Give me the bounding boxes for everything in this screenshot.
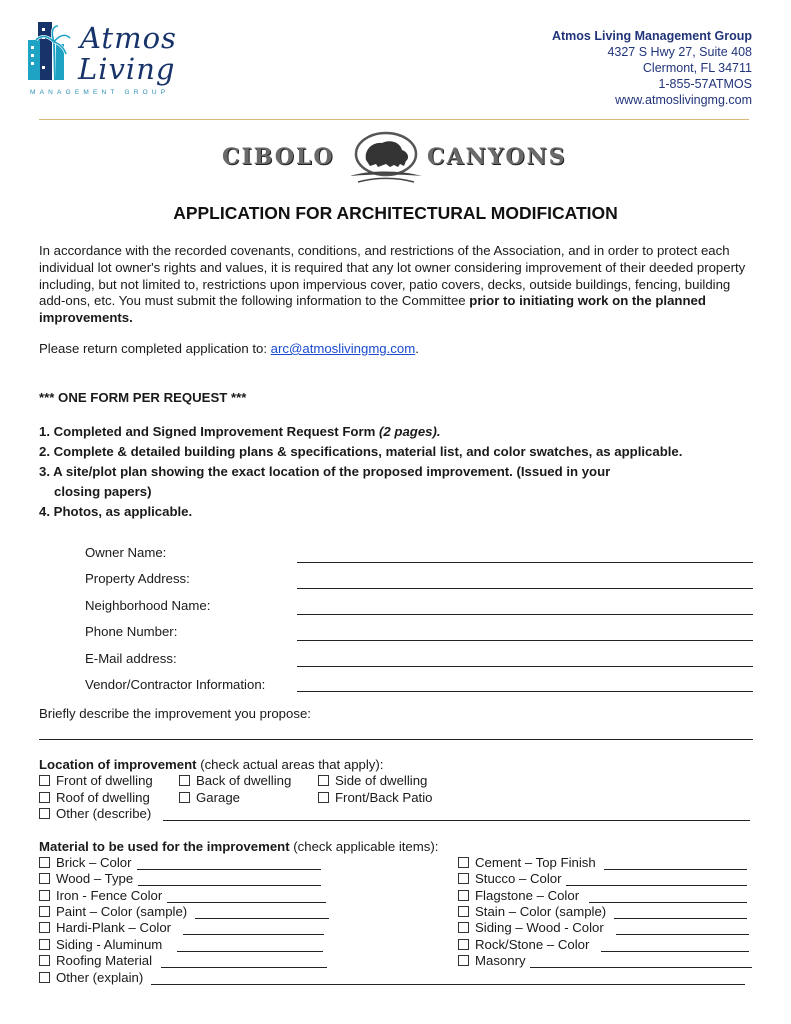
logo-word-canyons: CANYONS	[427, 144, 567, 170]
checkbox[interactable]	[39, 857, 50, 868]
material-other-option[interactable]	[39, 970, 143, 985]
material-heading-note: (check applicable items):	[289, 839, 439, 854]
email-label: E-Mail address:	[85, 651, 177, 666]
option-label: Hardi-Plank – Color	[56, 920, 172, 935]
checkbox[interactable]	[458, 890, 469, 901]
material-cement-option[interactable]	[458, 855, 596, 870]
option-label: Siding – Wood - Color	[475, 920, 604, 935]
phone-number: 1-855-57ATMOS	[658, 77, 752, 91]
material-stain-option[interactable]	[458, 904, 606, 919]
header-divider	[39, 119, 749, 120]
phone-label: Phone Number:	[85, 624, 178, 639]
stain-color-field[interactable]	[614, 918, 747, 919]
option-label: Siding - Aluminum	[56, 937, 163, 952]
checkbox[interactable]	[39, 890, 50, 901]
masonry-field[interactable]	[530, 967, 752, 968]
checkbox[interactable]	[39, 792, 50, 803]
requirement-3-continued: closing papers)	[54, 484, 152, 499]
location-roof-option[interactable]	[39, 790, 150, 805]
checkbox[interactable]	[39, 955, 50, 966]
option-label: Front of dwelling	[56, 773, 153, 788]
describe-field[interactable]	[39, 739, 753, 740]
requirement-1-pages: (2 pages).	[379, 424, 441, 439]
paint-color-field[interactable]	[195, 918, 329, 919]
material-siding-aluminum-option[interactable]	[39, 937, 162, 952]
option-label: Roof of dwelling	[56, 790, 150, 805]
stucco-color-field[interactable]	[566, 885, 747, 886]
checkbox[interactable]	[458, 857, 469, 868]
option-label: Other (describe)	[56, 806, 152, 821]
option-label: Other (explain)	[56, 970, 144, 985]
siding-wood-color-field[interactable]	[616, 934, 749, 935]
location-heading	[39, 757, 383, 772]
checkbox[interactable]	[39, 939, 50, 950]
option-label: Masonry	[475, 953, 526, 968]
material-heading-bold: Material to be used for the improvement	[39, 839, 290, 854]
phone-field[interactable]	[297, 640, 753, 641]
location-heading-bold: Location of improvement	[39, 757, 197, 772]
location-garage-option[interactable]	[179, 790, 240, 805]
location-front-option[interactable]	[39, 773, 153, 788]
address-line-1: 4327 S Hwy 27, Suite 408	[607, 45, 752, 59]
option-label: Front/Back Patio	[335, 790, 433, 805]
return-email-link[interactable]: arc@atmoslivingmg.com	[270, 341, 416, 356]
describe-label: Briefly describe the improvement you propose:	[39, 706, 311, 721]
logo-subtitle: MANAGEMENT GROUP	[30, 89, 170, 96]
material-other-field[interactable]	[151, 984, 745, 985]
checkbox[interactable]	[458, 955, 469, 966]
checkbox[interactable]	[179, 775, 190, 786]
option-label: Paint – Color (sample)	[56, 904, 188, 919]
requirement-1-text: 1. Completed and Signed Improvement Request Form	[39, 424, 379, 439]
option-label: Back of dwelling	[196, 773, 292, 788]
vendor-field[interactable]	[297, 691, 753, 692]
material-flagstone-option[interactable]	[458, 888, 579, 903]
requirement-1	[39, 422, 441, 442]
option-label: Brick – Color	[56, 855, 132, 870]
checkbox[interactable]	[39, 922, 50, 933]
company-name: Atmos Living Management Group	[551, 29, 752, 43]
cement-finish-field[interactable]	[604, 869, 747, 870]
atmos-living-logo	[28, 22, 188, 102]
checkbox[interactable]	[318, 792, 329, 803]
option-label: Garage	[196, 790, 240, 805]
option-label: Cement – Top Finish	[475, 855, 596, 870]
logo-word-atmos: Atmos	[80, 21, 177, 55]
location-heading-note: (check actual areas that apply):	[196, 757, 384, 772]
intro-text: In accordance with the recorded covenants, conditions, and restrictions of the Association, and in order to protect each individual lot owner's rights and values, it is required that any lot owner considering improvement of their deeded property including, but not limited to, restrictions upon impervious cover, patio covers, decks, outside buildings, fencing, building add-ons, etc. You must submit the following information to the Committee	[39, 243, 746, 309]
option-label: Stucco – Color	[475, 871, 562, 886]
material-iron-option[interactable]	[39, 888, 162, 903]
email-field[interactable]	[297, 666, 753, 667]
owner-name-field[interactable]	[297, 562, 753, 563]
option-label: Roofing Material	[56, 953, 153, 968]
option-label: Rock/Stone – Color	[475, 937, 590, 952]
location-other-option[interactable]	[39, 806, 151, 821]
logo-word-living: Living	[78, 52, 176, 86]
material-roofing-option[interactable]	[39, 953, 152, 968]
vendor-label: Vendor/Contractor Information:	[85, 677, 266, 692]
checkbox[interactable]	[39, 906, 50, 917]
checkbox[interactable]	[39, 873, 50, 884]
wood-type-field[interactable]	[138, 885, 321, 886]
brick-color-field[interactable]	[137, 869, 321, 870]
flagstone-color-field[interactable]	[589, 902, 747, 903]
rock-color-field[interactable]	[601, 951, 749, 952]
location-patio-option[interactable]	[318, 790, 432, 805]
website-link[interactable]: www.atmoslivingmg.com	[615, 93, 752, 107]
checkbox[interactable]	[458, 873, 469, 884]
material-stucco-option[interactable]	[458, 871, 562, 886]
checkbox[interactable]	[318, 775, 329, 786]
one-form-notice: *** ONE FORM PER REQUEST ***	[39, 390, 247, 405]
option-label: Wood – Type	[56, 871, 134, 886]
material-heading	[39, 839, 438, 854]
location-back-option[interactable]	[179, 773, 291, 788]
material-hardi-option[interactable]	[39, 920, 171, 935]
material-paint-option[interactable]	[39, 904, 187, 919]
requirement-4: 4. Photos, as applicable.	[39, 504, 193, 519]
option-label: Iron - Fence Color	[56, 888, 163, 903]
checkbox[interactable]	[39, 808, 50, 819]
iron-color-field[interactable]	[167, 902, 326, 903]
option-label: Side of dwelling	[335, 773, 428, 788]
property-address-field[interactable]	[297, 588, 753, 589]
form-title: APPLICATION FOR ARCHITECTURAL MODIFICATION	[173, 203, 618, 223]
material-wood-option[interactable]	[39, 871, 133, 886]
return-prefix: Please return completed application to:	[39, 341, 271, 356]
address-line-2: Clermont, FL 34711	[642, 61, 752, 75]
neighborhood-field[interactable]	[297, 614, 753, 615]
cibolo-canyons-logo	[222, 130, 582, 185]
location-other-field[interactable]	[163, 820, 750, 821]
checkbox[interactable]	[179, 792, 190, 803]
roofing-material-field[interactable]	[161, 967, 327, 968]
hardi-color-field[interactable]	[183, 934, 324, 935]
property-address-label: Property Address:	[85, 571, 190, 586]
intro-paragraph	[39, 243, 754, 327]
requirement-2: 2. Complete & detailed building plans & specifications, material list, and color swatches, as applicable.	[39, 444, 683, 459]
bison-emblem-icon	[350, 130, 422, 185]
checkbox[interactable]	[458, 906, 469, 917]
location-side-option[interactable]	[318, 773, 427, 788]
option-label: Flagstone – Color	[475, 888, 580, 903]
checkbox[interactable]	[39, 972, 50, 983]
contact-block	[552, 28, 752, 108]
checkbox[interactable]	[458, 939, 469, 950]
intro-emphasis: prior to initiating work on the planned improvements.	[39, 293, 706, 326]
material-rock-option[interactable]	[458, 937, 589, 952]
checkbox[interactable]	[458, 922, 469, 933]
option-label: Stain – Color (sample)	[475, 904, 607, 919]
material-siding-wood-option[interactable]	[458, 920, 604, 935]
checkbox[interactable]	[39, 775, 50, 786]
material-brick-option[interactable]	[39, 855, 131, 870]
logo-word-cibolo: CIBOLO	[222, 144, 335, 170]
requirement-3: 3. A site/plot plan showing the exact location of the proposed improvement. (Issued in your	[39, 464, 611, 479]
return-suffix: .	[415, 341, 419, 356]
neighborhood-label: Neighborhood Name:	[85, 598, 211, 613]
return-instructions	[39, 341, 419, 356]
owner-name-label: Owner Name:	[85, 545, 167, 560]
material-masonry-option[interactable]	[458, 953, 526, 968]
siding-aluminum-field[interactable]	[177, 951, 323, 952]
